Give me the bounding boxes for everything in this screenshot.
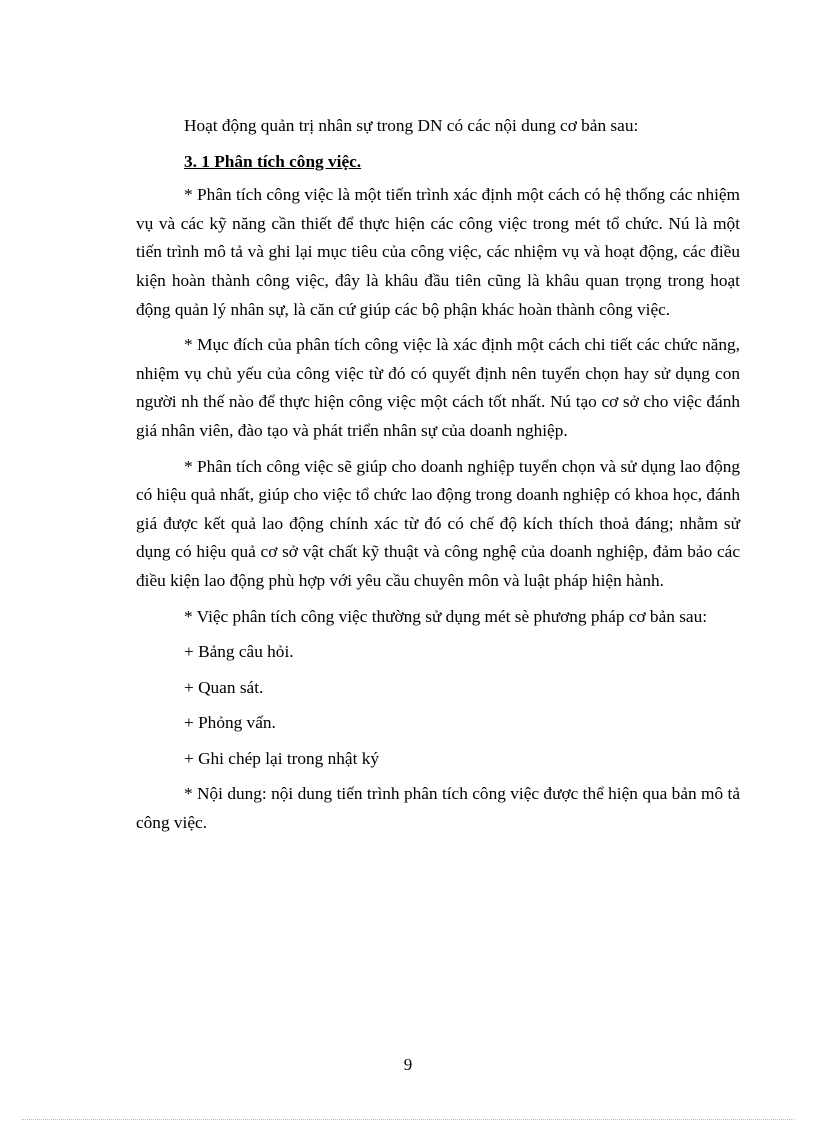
page-content (136, 112, 740, 845)
paragraph-definition: * Phân tích công việc là một tiến trình xác định một cách có hệ thống các nhiệm vụ và các kỹ năng cần thiết để thực hiện các công việc trong mét tổ chức. Nú là một tiến trình mô tả và ghi lại mục tiêu của công việc, các nhiệm vụ và hoạt động, các điều kiện hoàn thành công việc, đây là khâu đầu tiên cũng là khâu quan trọng trong hoạt động quản lý nhân sự, là căn cứ giúp các bộ phận khác hoàn thành công việc. (136, 185, 740, 319)
page-number: 9 (403, 1055, 413, 1074)
paragraph-benefits: * Phân tích công việc sẽ giúp cho doanh nghiệp tuyển chọn và sử dụng lao động có hiệu quả nhất, giúp cho việc tổ chức lao động trong doanh nghiệp có khoa học, đánh giá được kết quả lao động chính xác từ đó có chế độ kích thích thoả đáng; nhằm sử dụng có hiệu quả cơ sở vật chất kỹ thuật và công nghệ của doanh nghiệp, đảm bảo các điều kiện lao động phù hợp với yêu cầu chuyên môn và luật pháp hiện hành. (136, 456, 740, 590)
section-heading-text: 3. 1 Phân tích công việc. (184, 151, 362, 171)
paragraph-methods-intro: * Việc phân tích công việc thường sử dụng mét sè phương pháp cơ bản sau: (184, 606, 708, 626)
closing-paragraph: * Nội dung: nội dung tiến trình phân tích công việc được thể hiện qua bản mô tả công việc. (136, 784, 740, 833)
method-item-diary: + Ghi chép lại trong nhật ký (184, 748, 379, 768)
method-item-observation: + Quan sát. (184, 677, 264, 697)
section-heading (136, 148, 740, 177)
paragraph-purpose: * Mục đích của phân tích công việc là xác định một cách chi tiết các chức năng, nhiệm vụ chủ yếu của công việc từ đó có quyết định nên tuyển chọn hay sử dụng con người nh thế nào để thực hiện công việc một cách tốt nhất. Nú tạo cơ sở cho việc đánh giá nhân viên, đào tạo và phát triển nhân sự của doanh nghiệp. (136, 335, 740, 440)
method-item-questionnaire: + Bảng câu hỏi. (184, 642, 294, 662)
page-bottom-divider (22, 1119, 794, 1120)
intro-paragraph: Hoạt động quản trị nhân sự trong DN có các nội dung cơ bản sau: (184, 116, 639, 135)
method-item-interview: + Phỏng vấn. (184, 713, 276, 733)
